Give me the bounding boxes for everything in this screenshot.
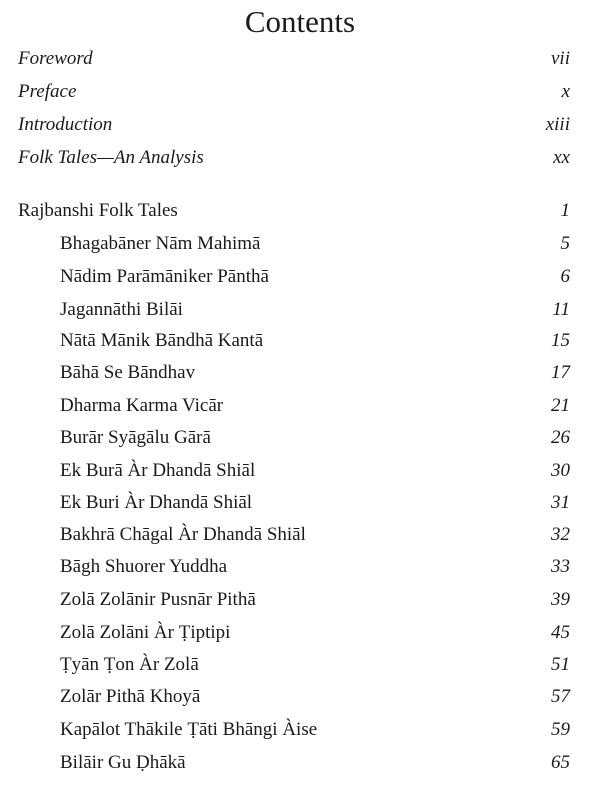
toc-entry[interactable] [0,520,600,550]
toc-entry-page: 30 [551,460,570,481]
toc-entry-label: Bilāir Gu Ḍhākā [60,752,186,773]
toc-entry-page: 21 [551,395,570,416]
toc-entry-page: 33 [551,556,570,577]
toc-entry-page: 31 [551,492,570,513]
toc-entry-label: Nātā Mānik Bāndhā Kantā [60,330,264,351]
toc-entry-label: Bakhrā Chāgal Àr Dhandā Shiāl [60,524,306,545]
toc-entry[interactable] [0,715,600,745]
toc-entry-page: 45 [551,622,570,643]
toc-entry-page: 39 [551,589,570,610]
toc-entry-label: Zolār Pithā Khoyā [60,686,201,707]
toc-entry[interactable] [0,262,600,292]
toc-entry-label: Ṭyān Ṭon Àr Zolā [60,654,199,675]
toc-entry[interactable] [0,682,600,712]
toc-entry-foreword[interactable] [0,44,600,74]
toc-entry-label: Zolā Zolāni Àr Ṭiptipi [60,622,231,643]
toc-entry-label: Bāhā Se Bāndhav [60,362,196,383]
toc-entry-label: Jagannāthi Bilāi [60,299,183,320]
toc-entry-label: Introduction [18,114,113,135]
toc-entry-label: Folk Tales—An Analysis [18,147,204,168]
toc-entry-page: 5 [560,233,570,254]
toc-entry[interactable] [0,326,600,356]
toc-entry-label: Dharma Karma Vicār [60,395,224,416]
toc-entry[interactable] [0,229,600,259]
toc-entry[interactable] [0,488,600,518]
toc-entry-page: xiii [545,114,570,135]
toc-entry-folk-tales-analysis[interactable] [0,143,600,173]
toc-entry-page: 6 [560,266,570,287]
toc-entry-preface[interactable] [0,77,600,107]
toc-entry[interactable] [0,650,600,680]
toc-entry-label: Bhagabāner Nām Mahimā [60,233,261,254]
toc-entry[interactable] [0,456,600,486]
toc-entry-label: Ek Burā Àr Dhandā Shiāl [60,460,256,481]
toc-entry-page: 57 [551,686,570,707]
toc-entry[interactable] [0,423,600,453]
toc-section-page: 1 [560,200,570,221]
toc-entry-label: Bāgh Shuorer Yuddha [60,556,228,577]
toc-entry-label: Burār Syāgālu Gārā [60,427,211,448]
toc-entry-label: Preface [18,81,77,102]
toc-entry[interactable] [0,358,600,388]
toc-entry[interactable] [0,295,600,325]
toc-entry-page: 65 [551,752,570,773]
toc-section-label: Rajbanshi Folk Tales [18,200,178,221]
toc-entry-page: x [561,81,570,102]
toc-entry-page: 17 [551,362,570,383]
toc-entry-page: 15 [551,330,570,351]
toc-entry-label: Zolā Zolānir Pusnār Pithā [60,589,256,610]
toc-section-rajbanshi-folk-tales[interactable] [0,196,600,226]
toc-entry-page: 51 [551,654,570,675]
toc-entry-label: Nādim Parāmāniker Pānthā [60,266,269,287]
toc-entry[interactable] [0,618,600,648]
toc-entry-introduction[interactable] [0,110,600,140]
toc-entry-label: Kapālot Thākile Ṭāti Bhāngi Àise [60,719,318,740]
toc-entry-label: Ek Buri Àr Dhandā Shiāl [60,492,253,513]
toc-entry[interactable] [0,748,600,778]
toc-entry[interactable] [0,391,600,421]
page-title: Contents [244,4,356,39]
toc-entry-page: 26 [551,427,570,448]
toc-entry-page: 59 [551,719,570,740]
toc-entry-page: xx [553,147,570,168]
toc-entry[interactable] [0,585,600,615]
toc-entry-label: Foreword [18,48,93,69]
toc-entry[interactable] [0,552,600,582]
toc-entry-page: 32 [551,524,570,545]
toc-entry-page: 11 [552,299,570,320]
toc-entry-page: vii [551,48,570,69]
